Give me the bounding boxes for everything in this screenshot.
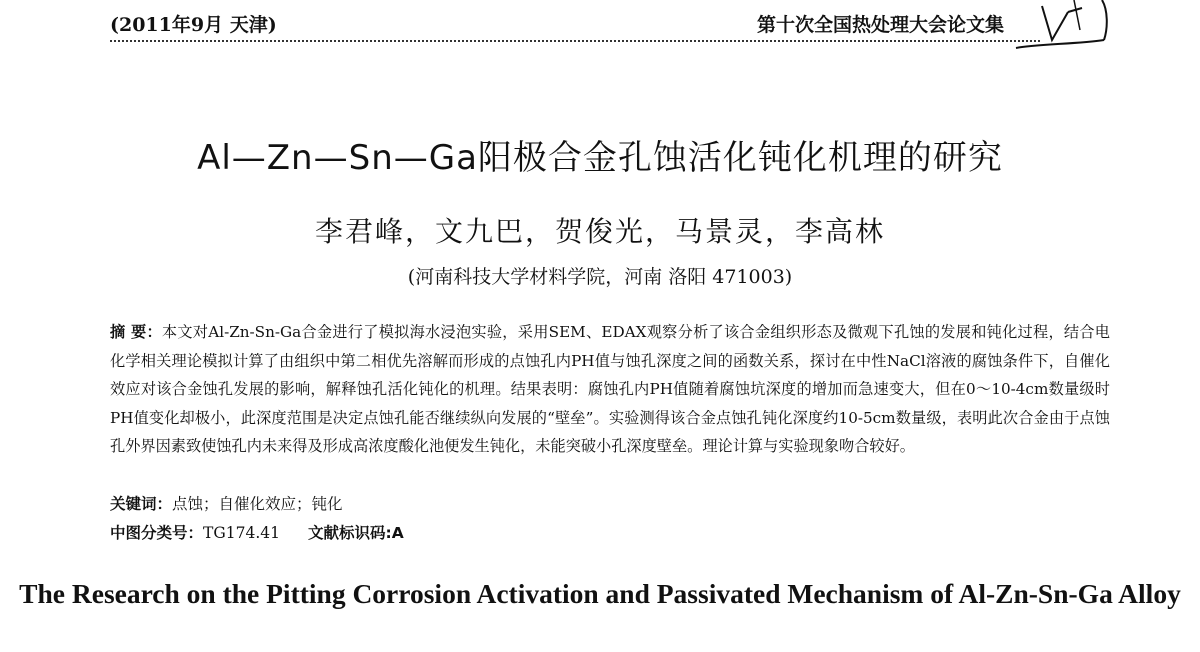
keywords-label: 关键词： — [110, 495, 173, 513]
page-header — [0, 0, 1200, 48]
header-date-location: (2011年9月 天津) — [110, 14, 277, 36]
keywords-text: 点蚀；自催化效应；钝化 — [172, 495, 343, 513]
header-divider — [110, 40, 1040, 42]
keywords — [110, 492, 343, 514]
classification-value: TG174.41 — [203, 524, 280, 542]
abstract — [110, 318, 1110, 461]
classification-line — [110, 521, 404, 543]
header-proceedings-title: 第十次全国热处理大会论文集 — [756, 14, 1004, 36]
paper-title-chinese: Al—Zn—Sn—Ga阳极合金孔蚀活化钝化机理的研究 — [197, 138, 1003, 178]
classification-label: 中图分类号： — [110, 524, 204, 542]
abstract-text: 本文对Al-Zn-Sn-Ga合金进行了模拟海水浸泡实验，采用SEM、EDAX观察分析了该合金组织形态及微观下孔蚀的发展和钝化过程，结合电化学相关理论模拟计算了由组织中第二相优先溶解而形成的点蚀孔内PH值与蚀孔深度之间的函数关系，探讨在中性NaCl溶液的腐蚀条件下，自催化效应对该合金蚀孔发展的影响，解释蚀孔活化钝化的机理。结果表明：腐蚀孔内PH值随着腐蚀坑深度的增加而急速变大，但在0～10-4cm数量级时PH值变化却极小，此深度范围是决定点蚀孔能否继续纵向发展的“壁垒”。实验测得该合金点蚀孔钝化深度约10-5cm数量级，表明此次合金由于点蚀孔外界因素致使蚀孔内未来得及形成高浓度酸化池便发生钝化，未能突破小孔深度壁垒。理论计算与实验现象吻合较好。 — [110, 323, 1110, 455]
document-code-label: 文献标识码: — [307, 524, 392, 542]
author-affiliation: (河南科技大学材料学院，河南 洛阳 471003) — [407, 266, 793, 288]
author-list: 李君峰，文九巴，贺俊光，马景灵，李高林 — [314, 215, 885, 248]
abstract-label: 摘 要： — [110, 323, 162, 341]
conference-logo-icon — [1008, 0, 1108, 50]
paper-title-english: The Research on the Pitting Corrosion Activation and Passivated Mechanism of Al-Zn-Sn-Ga Alloy — [19, 578, 1181, 609]
document-code-value: A — [391, 524, 404, 542]
